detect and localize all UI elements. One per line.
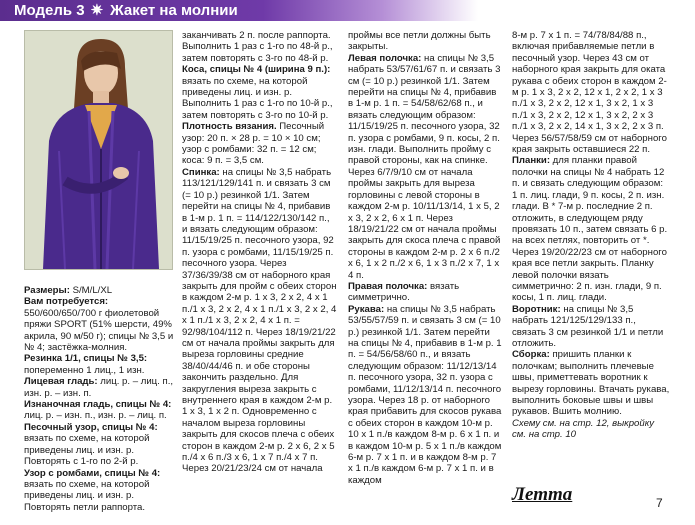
- text-column-1: [24, 285, 174, 513]
- sand-stitch-paragraph: Песочный узор, спицы № 4: вязать по схеме, на которой приведены лиц. и изн. р. Повторять с 1-го по 2-й р.: [24, 421, 158, 468]
- diamond-pattern-paragraph: Узор с ромбами, спицы № 4: вязать по схеме, на которой приведены лиц. и изн. р. Повторять петли раппорта.: [24, 467, 161, 513]
- star-icon: ✷: [90, 2, 104, 19]
- gauge-paragraph: Плотность вязания. Песочный узор: 20 п. × 28 р. = 10 × 10 см; узор с ромбами: 32 п. = 12 см; коса: 9 п. = 3,5 см.: [182, 121, 325, 167]
- model-number: Модель 3: [14, 2, 85, 19]
- text-column-3: [348, 30, 503, 486]
- jacket-photo-illustration: [25, 31, 172, 269]
- cable-paragraph: Коса, спицы № 4 (ширина 9 п.): вязать по схеме, на которой приведены лиц. и изн. р. Выполнить 1 раз с 1-го по 10-й р., затем повторять с 3-го по 10-й р.: [182, 64, 333, 121]
- right-front-paragraph: Правая полочка: вязать симметрично.: [348, 280, 460, 304]
- model-photo: [24, 30, 173, 270]
- text-column-4: [512, 30, 670, 441]
- left-front-paragraph: Левая полочка: на спицы № 3,5 набрать 53/57/61/67 п. и связать 3 см (= 10 р.) резинкой 1/1. Затем перейти на спицы № 4, прибавив в 1-м р. 1 п. = 54/58/62/68 п., и вязать следующим образом: 11/15/19/25 п. песочного узора, 32 п. узора с ромбами, 9 п. косы, 2 п. изн. глади. Выполнить пройму с правой стороны, как на спинке. Через 6/7/9/10 см от начала проймы закрыть для выреза горловины с левой стороны в каждом 2-м р. 10/11/13/14, 1 х 5, 2 х 3, 2 х 2, 6 х 1 п. Через 18/19/21/22 см от начала проймы закрыть для скоса плеча с правой стороны в каждом 2-м р. 2 х 6 п./2 х 6, 1 х 2 п./2 х 6, 1 х 3 п./2 х 7, 1 х 4 п.: [348, 52, 501, 281]
- diagram-reference: Схему см. на стр. 12, выкройку см. на стр. 10: [512, 417, 655, 441]
- materials-paragraph: Вам потребуется: 550/600/650/700 г фиолетовой пряжи SPORT (51% шерсти, 49% акрила, 90 м/50 г); спицы № 3,5 и № 4; застёжка-молния.: [24, 296, 174, 354]
- model-title: Жакет на молнии: [110, 2, 238, 19]
- sizes-paragraph: Размеры: S/M/L/XL: [24, 285, 113, 296]
- sleeves-continuation-paragraph: 8-м р. 7 х 1 п. = 74/78/84/88 п., включая прибавляемые петли в песочный узор. Через 43 см от наборного края закрыть для оката рукава с обеих сторон в каждом 2-м р. 1 х 3, 2 х 2, 12 х 1, 2 х 2, 1 х 3 п./1 х 3, 2 х 2, 12 х 1, 3 х 2, 1 х 3 п./1 х 3, 2 х 2, 12 х 1, 3 х 2, 2 х 3 п./1 х 3, 2 х 2, 14 х 1, 3 х 2, 2 х 3 п. Через 56/57/58/59 см от наборного края закрыть оставшиеся 22 п.: [512, 30, 667, 156]
- text-column-2: [182, 30, 337, 475]
- bands-paragraph: Планки: для планки правой полочки на спицы № 4 набрать 12 п. и связать следующим образом: 1 п. лиц. глади, 9 п. косы, 2 п. изн. глади. В * 7-м р. последние 2 п. отложить, в следующем ряду провязать 10 п., затем связать 6 р. на всех петлях, повторить от *. Через 19/20/22/23 см от наборного края все петли закрыть. Планку левой полочки вязать симметрично: 2 п. изн. глади, 9 п. косы, 1 п. лиц. глади.: [512, 155, 668, 304]
- pattern-continuation-paragraph: заканчивать 2 п. после раппорта. Выполнить 1 раз с 1-го по 48-й р., затем повторять с 3-го по 48-й р.: [182, 30, 333, 64]
- assembly-paragraph: Сборка: пришить планки к полочкам; выполнить плечевые швы, приметтевать воротник к вырезу горловины. Втачать рукава, выполнить боковые швы и швы рукавов. Вшить молнию.: [512, 349, 670, 418]
- back-paragraph: Спинка: на спицы № 3,5 набрать 113/121/129/141 п. и связать 3 см (= 10 р.) резинкой 1/1. Затем перейти на спицы № 4, прибавив в 1-м р. 1 п. = 114/122/130/142 п., и вязать следующим образом: 11/15/19/25 п. песочного узора, 92 п. узора с ромбами, 11/15/19/25 п. песочного узора. Через 37/36/39/38 см от наборного края закрыть для пройм с обеих сторон в каждом 2-м р. 1 х 3, 2 х 2, 4 х 1 п./1 х 3, 2 х 2, 4 х 1 п./1 х 3, 2 х 2, 4 х 1 п./1 х 3, 2 х 2, 4 х 1 п. = 92/98/104/112 п. Через 18/19/21/22 см от начала проймы закрыть для выреза горловины средние 38/40/44/46 п. и обе стороны закончить раздельно. Для закругления выреза закрыть с внутреннего края в каждом 2-м р. 1 х 3, 1 х 2 п. Одновременно с началом выреза горловины закрыть для скосов плеча с обеих сторон в каждом 2-м р. 2 х 6, 2 х 5 п./4 х 6 п./3 х 6, 1 х 7 п./4 х 7 п. Через 20/21/23/24 см от начала: [182, 166, 337, 475]
- reverse-stockinette-paragraph: Изнаночная гладь, спицы № 4: лиц. р. – изн. п., изн. р. – лиц. п.: [24, 399, 172, 422]
- sleeves-paragraph: Рукава: на спицы № 3,5 набрать 53/55/57/59 п. и связать 3 см (= 10 р.) резинкой 1/1. Затем перейти на спицы № 4, прибавив в 1-м р. 1 п. = 54/56/58/60 п., и вязать следующим образом: 11/12/13/14 п. песочного узора, 32 п. узора с ромбами, 11/12/13/14 п. песочного узора. Через 18 р. от наборного края прибавить для скосов рукава с обеих сторон в каждом 10-м р. 10 х 1 п./в каждом 8-м р. 6 х 1 п. и в каждом 10-м р. 5 х 1 п./в каждом 6-м р. 7 х 1 п. и в каждом 8-м р. 7 х 1 п./в каждом 6-м р. 7 х 1 п. и в каждом: [348, 303, 502, 486]
- stockinette-paragraph: Лицевая гладь: лиц. р. – лиц. п., изн. р. – изн. п.: [24, 376, 174, 399]
- back-continuation-paragraph: проймы все петли должны быть закрыты.: [348, 30, 491, 53]
- rib-stitch-paragraph: Резинка 1/1, спицы № 3,5: попеременно 1 лиц., 1 изн.: [24, 353, 148, 376]
- page-number: 7: [656, 496, 663, 510]
- collar-paragraph: Воротник: на спицы № 3,5 набрать 121/125/129/133 п., связать 3 см резинкой 1/1 и петли отложить.: [512, 303, 664, 349]
- magazine-logo: Летта: [512, 484, 573, 505]
- header-banner: [0, 0, 478, 21]
